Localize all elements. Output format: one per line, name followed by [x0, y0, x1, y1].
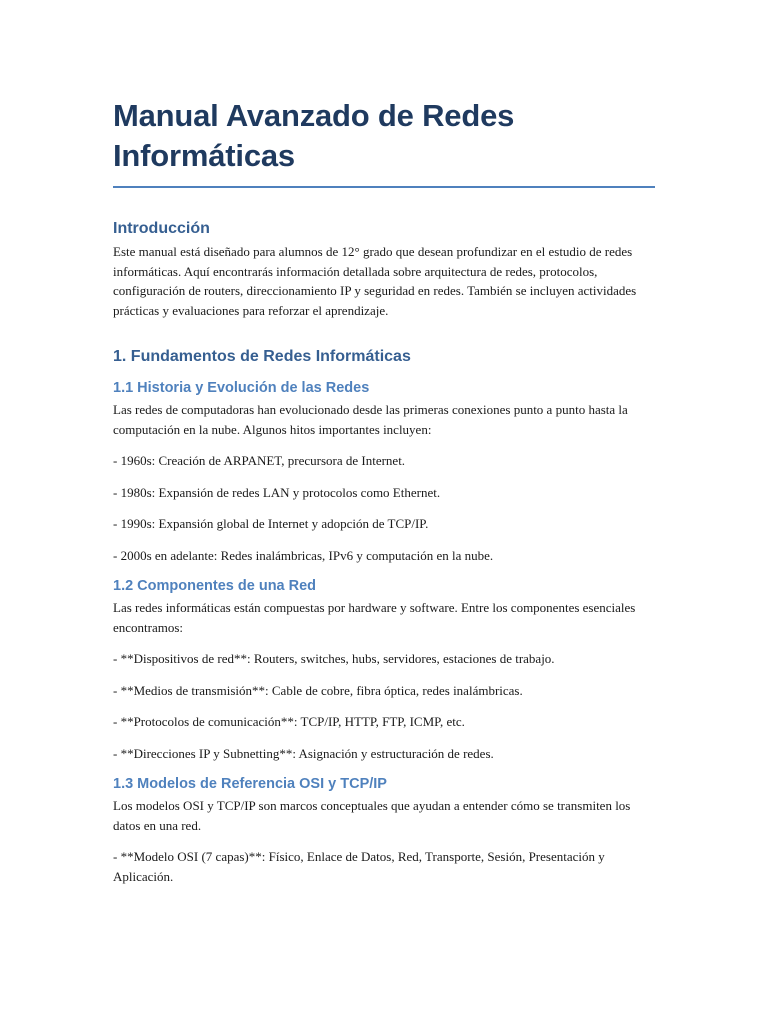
list-item: - 1990s: Expansión global de Internet y adopción de TCP/IP.	[113, 516, 429, 531]
list-item: - **Medios de transmisión**: Cable de cobre, fibra óptica, redes inalámbricas.	[113, 682, 523, 698]
section-1-3-heading: 1.3 Modelos de Referencia OSI y TCP/IP	[113, 776, 387, 792]
section-1-3-paragraph: Los modelos OSI y TCP/IP son marcos conceptuales que ayudan a entender cómo se transmiten los datos en una red.	[113, 798, 631, 833]
list-item: - 1960s: Creación de ARPANET, precursora de Internet.	[113, 453, 406, 468]
section-1-1-heading: 1.1 Historia y Evolución de las Redes	[113, 380, 370, 396]
section-1-1-paragraph: Las redes de computadoras han evolucionado desde las primeras conexiones punto a punto hasta la computación en la nube. Algunos hitos importantes incluyen:	[113, 402, 628, 437]
list-item: - **Direcciones IP y Subnetting**: Asignación y estructuración de redes.	[113, 745, 494, 761]
section-1-2-heading: 1.2 Componentes de una Red	[113, 578, 317, 594]
intro-paragraph: Este manual está diseñado para alumnos de 12° grado que desean profundizar en el estudio de redes informáticas. Aquí encontrarás información detallada sobre arquitectura de redes, protocolos, configuración de routers, direccionamiento IP y seguridad en redes. También se incluyen actividades prácticas y evaluaciones para reforzar el aprendizaje.	[113, 244, 637, 318]
list-item: - 1980s: Expansión de redes LAN y protocolos como Ethernet.	[113, 484, 441, 500]
section-1-2-paragraph: Las redes informáticas están compuestas por hardware y software. Entre los componentes esenciales encontramos:	[113, 600, 636, 635]
document-title: Manual Avanzado de Redes Informáticas	[113, 96, 655, 188]
list-item: - **Dispositivos de red**: Routers, switches, hubs, servidores, estaciones de trabajo.	[113, 651, 555, 666]
list-item: - 2000s en adelante: Redes inalámbricas, IPv6 y computación en la nube.	[113, 547, 494, 563]
list-item: - **Modelo OSI (7 capas)**: Físico, Enlace de Datos, Red, Transporte, Sesión, Presentación y Aplicación.	[113, 849, 605, 884]
section-1-heading: 1. Fundamentos de Redes Informáticas	[113, 348, 411, 365]
list-item: - **Protocolos de comunicación**: TCP/IP, HTTP, FTP, ICMP, etc.	[113, 714, 465, 729]
intro-heading: Introducción	[113, 220, 210, 237]
